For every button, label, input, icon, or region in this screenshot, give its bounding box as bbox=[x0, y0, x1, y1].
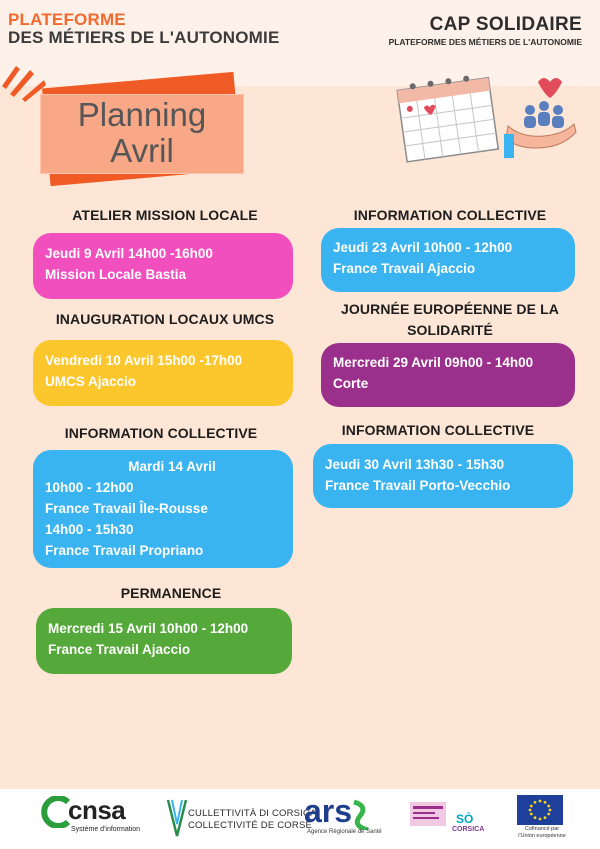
event-location: France Travail Ajaccio bbox=[48, 642, 191, 657]
heading-line1: JOURNÉE EUROPÉENNE DE LA bbox=[341, 301, 559, 317]
corsica-logo-line2: COLLECTIVITÉ DE CORSE bbox=[188, 820, 313, 831]
event-card-inauguration bbox=[33, 340, 293, 406]
so-logo-word: SÒ bbox=[456, 812, 474, 826]
event-date: Jeudi 23 Avril 10h00 - 12h00 bbox=[333, 240, 513, 255]
event-card-journee bbox=[321, 343, 575, 407]
section-heading-atelier: ATELIER MISSION LOCALE bbox=[72, 207, 258, 223]
event-location: France Travail Porto-Vecchio bbox=[325, 478, 511, 493]
event-time-1: 10h00 - 12h00 bbox=[45, 480, 134, 495]
calendar-heart-icon bbox=[396, 72, 578, 164]
event-date: Jeudi 9 Avril 14h00 -16h00 bbox=[45, 246, 213, 261]
org-name-line1: PLATEFORME bbox=[8, 10, 126, 29]
cnsa-logo-word: cnsa bbox=[68, 795, 126, 825]
heading-line2: SOLIDARITÉ bbox=[407, 322, 493, 338]
section-heading-info-23: INFORMATION COLLECTIVE bbox=[353, 207, 547, 223]
event-location: Mission Locale Bastia bbox=[45, 267, 187, 282]
event-location: France Travail Ajaccio bbox=[333, 261, 476, 276]
eu-logo-caption bbox=[512, 826, 572, 840]
event-location-2: France Travail Propriano bbox=[45, 543, 204, 558]
event-date: Mardi 14 Avril bbox=[128, 459, 216, 474]
event-location-1: France Travail Île-Rousse bbox=[45, 501, 208, 516]
section-heading-inauguration: INAUGURATION LOCAUX UMCS bbox=[55, 311, 275, 327]
event-date: Vendredi 10 Avril 15h00 -17h00 bbox=[45, 353, 243, 368]
event-card-permanence bbox=[36, 608, 292, 674]
cnsa-logo-sub: Système d'information bbox=[71, 826, 141, 833]
event-card-info-30 bbox=[313, 444, 573, 508]
event-date: Jeudi 30 Avril 13h30 - 15h30 bbox=[325, 457, 505, 472]
event-location: Corte bbox=[333, 376, 369, 391]
section-heading-permanence: PERMANENCE bbox=[120, 585, 222, 601]
ars-logo-sub: Agence Régionale de Santé bbox=[307, 829, 382, 835]
corsica-logo-line1: CULLETTIVITÀ DI CORSICA bbox=[188, 808, 317, 819]
event-card-atelier bbox=[33, 233, 293, 299]
eu-caption-line2: l'Union européenne bbox=[518, 833, 566, 839]
event-time-2: 14h00 - 15h30 bbox=[45, 522, 134, 537]
title-line1: Planning bbox=[77, 96, 207, 133]
ars-logo-word: ars bbox=[304, 794, 353, 829]
so-logo-sub: CORSICA bbox=[452, 826, 485, 833]
corsica-logo-icon bbox=[166, 796, 188, 840]
eu-flag-icon bbox=[517, 795, 563, 825]
section-heading-info-30: INFORMATION COLLECTIVE bbox=[341, 422, 535, 438]
event-date: Mercredi 29 Avril 09h00 - 14h00 bbox=[333, 355, 534, 370]
brand-subtitle: PLATEFORME DES MÉTIERS DE L'AUTONOMIE bbox=[388, 37, 582, 47]
ars-logo bbox=[304, 794, 374, 830]
so-corsica-mark-icon bbox=[410, 798, 450, 830]
event-card-info-23 bbox=[321, 228, 575, 292]
title-line2: Avril bbox=[110, 132, 174, 169]
org-name-line2: DES MÉTIERS DE L'AUTONOMIE bbox=[8, 28, 280, 47]
event-card-info-14 bbox=[33, 450, 293, 568]
event-date: Mercredi 15 Avril 10h00 - 12h00 bbox=[48, 621, 249, 636]
event-location: UMCS Ajaccio bbox=[45, 374, 137, 389]
section-heading-info-14: INFORMATION COLLECTIVE bbox=[64, 425, 258, 441]
eu-caption-line1: Cofinancé par bbox=[524, 826, 560, 832]
page-title bbox=[40, 94, 244, 174]
brand-title: CAP SOLIDAIRE bbox=[429, 14, 582, 35]
